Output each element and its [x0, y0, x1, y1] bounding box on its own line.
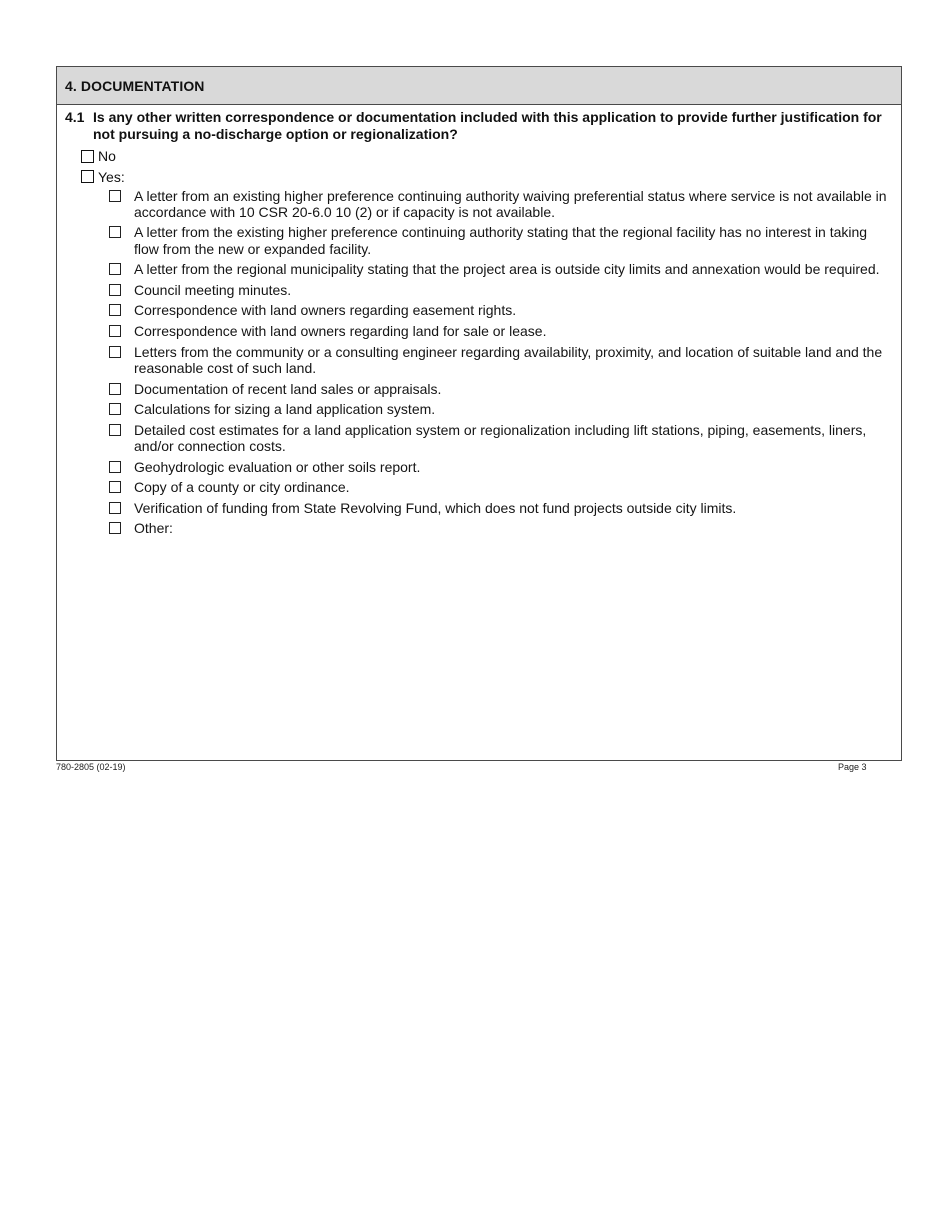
option-item[interactable] [109, 500, 889, 516]
no-label: No [98, 148, 116, 164]
option-item[interactable] [109, 224, 889, 257]
option-label: Geohydrologic evaluation or other soils report. [134, 458, 421, 475]
question-4-1 [57, 105, 901, 142]
question-text: Is any other written correspondence or documentation included with this application to provide further justification for not pursuing a no-discharge option or regionalization? [93, 109, 882, 142]
option-item[interactable] [109, 381, 889, 397]
option-label: Correspondence with land owners regarding easement rights. [134, 302, 517, 319]
option-item[interactable] [109, 282, 889, 298]
option-checkbox[interactable] [109, 403, 121, 415]
option-label: Copy of a county or city ordinance. [134, 479, 350, 496]
answer-no[interactable] [81, 146, 901, 166]
yes-no-group [57, 146, 901, 187]
option-checkbox[interactable] [109, 383, 121, 395]
option-checkbox[interactable] [109, 325, 121, 337]
no-checkbox[interactable] [81, 150, 94, 163]
option-label: A letter from the existing higher preference continuing authority stating that the regional facility has no interest in taking flow from the new or expanded facility. [134, 224, 868, 257]
section-title: 4. DOCUMENTATION [65, 77, 205, 94]
option-label: Council meeting minutes. [134, 281, 292, 298]
option-label: Correspondence with land owners regarding land for sale or lease. [134, 323, 547, 340]
option-item[interactable] [109, 261, 889, 277]
option-checkbox[interactable] [109, 481, 121, 493]
option-item[interactable] [109, 459, 889, 475]
option-label: Documentation of recent land sales or appraisals. [134, 380, 442, 397]
yes-label: Yes: [98, 168, 125, 185]
other-checkbox[interactable] [109, 522, 121, 534]
question-number: 4.1 [65, 109, 85, 125]
option-label: Calculations for sizing a land application system. [134, 401, 436, 418]
yes-checkbox[interactable] [81, 170, 94, 183]
option-checkbox[interactable] [109, 190, 121, 202]
option-item-other[interactable] [109, 520, 889, 536]
section-header [57, 67, 901, 105]
option-checkbox[interactable] [109, 304, 121, 316]
option-checkbox[interactable] [109, 263, 121, 275]
documentation-options-list [57, 188, 901, 537]
option-item[interactable] [109, 188, 889, 221]
option-checkbox[interactable] [109, 502, 121, 514]
option-checkbox[interactable] [109, 346, 121, 358]
option-label: Verification of funding from State Revolving Fund, which does not fund projects outside city limits. [134, 499, 737, 516]
other-label: Other: [134, 520, 173, 537]
option-label: A letter from an existing higher preference continuing authority waiving preferential status where service is not available in accordance with 10 CSR 20-6.0 10 (2) or if capacity is not available. [134, 187, 887, 220]
option-checkbox[interactable] [109, 226, 121, 238]
option-checkbox[interactable] [109, 461, 121, 473]
option-item[interactable] [109, 479, 889, 495]
option-label: A letter from the regional municipality stating that the project area is outside city limits and annexation would be required. [134, 261, 880, 278]
answer-yes[interactable] [81, 167, 901, 187]
form-number: 780-2805 (02-19) [56, 762, 126, 772]
option-checkbox[interactable] [109, 284, 121, 296]
option-label: Letters from the community or a consulting engineer regarding availability, proximity, and location of suitable land and the reasonable cost of such land. [134, 343, 883, 376]
option-item[interactable] [109, 344, 889, 377]
option-item[interactable] [109, 422, 889, 455]
option-item[interactable] [109, 302, 889, 318]
documentation-section [56, 66, 902, 761]
option-label: Detailed cost estimates for a land application system or regionalization including lift stations, piping, easements, liners, and/or connection costs. [134, 421, 867, 455]
option-item[interactable] [109, 323, 889, 339]
page-number: Page 3 [838, 762, 867, 772]
option-checkbox[interactable] [109, 424, 121, 436]
option-item[interactable] [109, 401, 889, 417]
